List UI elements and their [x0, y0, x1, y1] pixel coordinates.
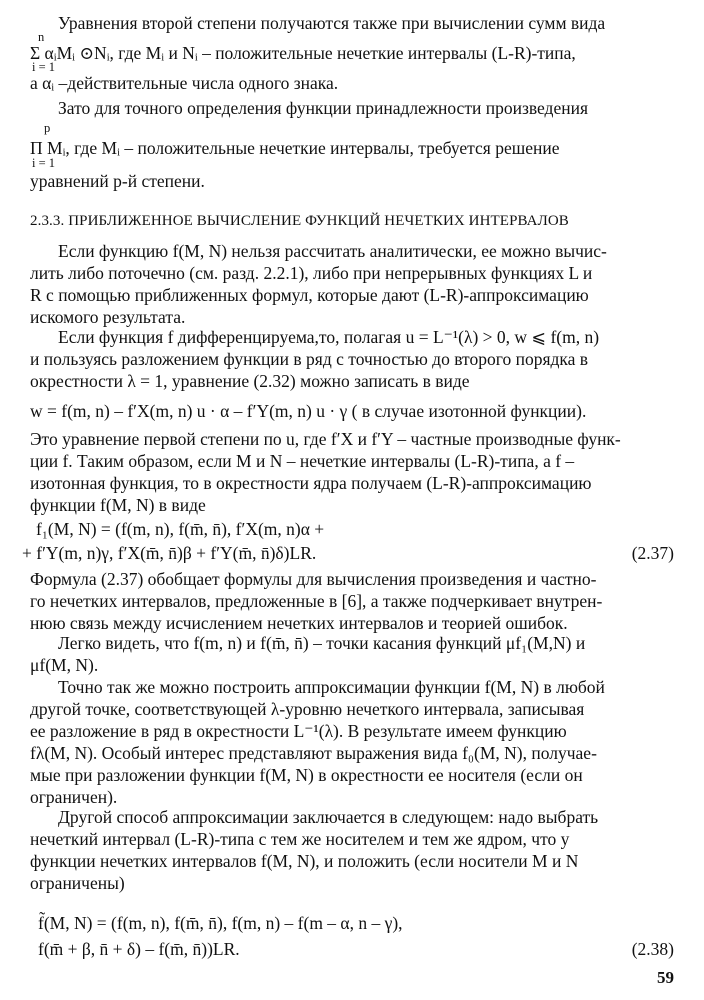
text-line: ее разложение в ряд в окрестности L⁻¹(λ). В результате имеем функцию	[30, 721, 567, 741]
product-lower-limit: i = 1	[32, 156, 56, 170]
text-line: Если функцию f(M, N) нельзя рассчитать аналитически, ее можно вычис-	[58, 241, 607, 261]
text-line: a αᵢ –действительные числа одного знака.	[30, 73, 339, 93]
text-line: ограничен).	[30, 787, 118, 807]
text-line: лить либо поточечно (см. разд. 2.2.1), либо при непрерывных функциях L и	[30, 263, 593, 283]
text-line: ции f. Таким образом, если M и N – нечеткие интервалы (L-R)-типа, а f –	[30, 451, 575, 471]
text-line: Зато для точного определения функции принадлежности произведения	[58, 98, 589, 118]
text-line: fλ(M, N). Особый интерес представляют выражения вида f₀(M, N), получае-	[30, 743, 597, 763]
text-line: и пользуясь разложением функции в ряд с точностью до второго порядка в	[30, 349, 589, 369]
text-line: уравнений p-й степени.	[30, 171, 205, 191]
text-line: мые при разложении функции f(M, N) в окрестности ее носителя (если он	[30, 765, 583, 785]
formula-2-38-line-1: f̃(M, N) = (f(m, n), f(m̄, n̄), f(m, n) – f(m – α, n – γ),	[38, 913, 403, 933]
formula-2-38-line-2: f(m̄ + β, n̄ + δ) – f(m̄, n̄))LR.	[38, 939, 240, 959]
text-line: R с помощью приближенных формул, которые дают (L-R)-аппроксимацию	[30, 285, 589, 305]
text-line: окрестности λ = 1, уравнение (2.32) можно записать в виде	[30, 371, 470, 391]
text-line: функции нечетких интервалов f(M, N), и положить (если носители M и N	[30, 851, 579, 871]
formula-2-37-line-2: + f′Y(m, n)γ, f′X(m̄, n̄)β + f′Y(m̄, n̄)δ)LR.	[22, 543, 317, 563]
text-line: искомого результата.	[30, 307, 186, 327]
text-line: нюю связь между исчислением нечетких интервалов и теорией ошибок.	[30, 613, 568, 633]
formula-w: w = f(m, n) – f′X(m, n) u · α – f′Y(m, n) u · γ ( в случае изотонной функции).	[30, 401, 587, 421]
text-line: изотонная функция, то в окрестности ядра получаем (L-R)-аппроксимацию	[30, 473, 592, 493]
formula-2-37-line-1: f₁(M, N) = (f(m, n), f(m̄, n̄), f′X(m, n)α +	[36, 519, 325, 539]
section-heading: 2.3.3. ПРИБЛИЖЕННОЕ ВЫЧИСЛЕНИЕ ФУНКЦИЙ НЕЧЕТКИХ ИНТЕРВАЛОВ	[30, 213, 569, 229]
text-line: μf(M, N).	[30, 655, 99, 675]
sum-lower-limit: i = 1	[32, 60, 56, 74]
equation-number: (2.37)	[631, 543, 674, 563]
text-line: Точно так же можно построить аппроксимации функции f(M, N) в любой	[58, 677, 605, 697]
text-line: Уравнения второй степени получаются также при вычислении сумм вида	[58, 13, 606, 33]
text-line: Π Mᵢ, где Mᵢ – положительные нечеткие интервалы, требуется решение	[30, 138, 560, 158]
text-line: Если функция f дифференцируема,то, полагая u = L⁻¹(λ) > 0, w ⩽ f(m, n)	[58, 327, 600, 347]
product-upper-limit: p	[44, 121, 51, 135]
text-line: го нечетких интервалов, предложенные в [6], а также подчеркивает внутрен-	[30, 591, 603, 611]
equation-number: (2.38)	[631, 939, 674, 959]
text-line: функции f(M, N) в виде	[30, 495, 206, 515]
text-line: Другой способ аппроксимации заключается в следующем: надо выбрать	[58, 807, 599, 827]
text-line: Формула (2.37) обобщает формулы для вычисления произведения и частно-	[30, 569, 597, 589]
text-line: нечеткий интервал (L-R)-типа с тем же носителем и тем же ядром, что у	[30, 829, 570, 849]
text-line: Σ αᵢMᵢ ⊙Nᵢ, где Mᵢ и Nᵢ – положительные нечеткие интервалы (L-R)-типа,	[30, 43, 576, 63]
text-line: Это уравнение первой степени по u, где f′X и f′Y – частные производные функ-	[30, 429, 621, 449]
text-line: другой точке, соответствующей λ-уровню нечеткого интервала, записывая	[30, 699, 585, 719]
page-number: 59	[657, 968, 674, 987]
sum-upper-limit: n	[38, 30, 45, 44]
text-line: ограничены)	[30, 873, 125, 893]
text-line: Легко видеть, что f(m, n) и f(m̄, n̄) – точки касания функций μf₁(M,N) и	[58, 633, 586, 653]
